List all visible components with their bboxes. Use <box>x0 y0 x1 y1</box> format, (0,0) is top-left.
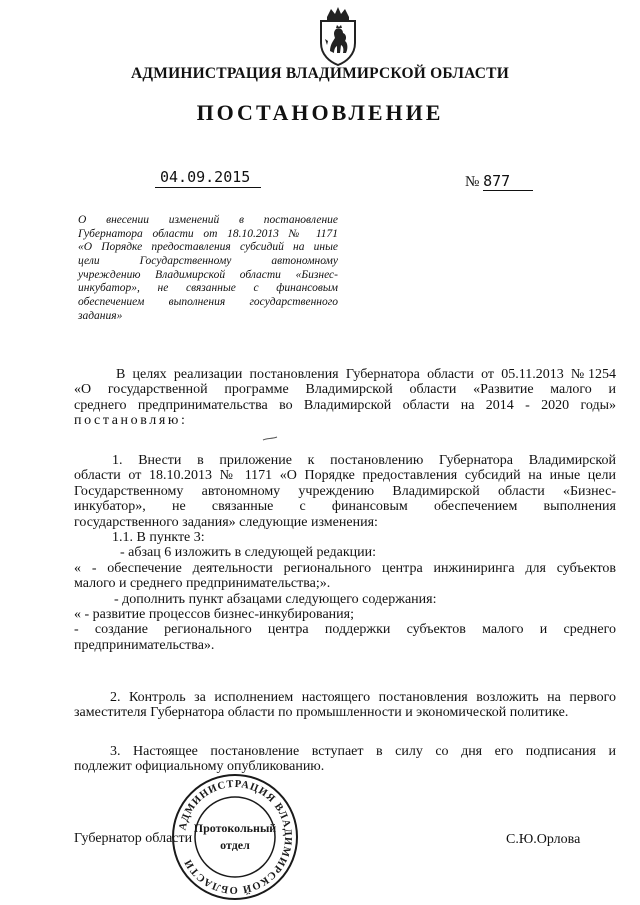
document-date: 04.09.2015 <box>160 168 251 186</box>
item-1-1: 1.1. В пункте 3: <box>112 529 205 545</box>
item-1 <box>74 453 616 653</box>
document-number <box>465 172 510 191</box>
signatory-name: С.Ю.Орлова <box>506 832 581 847</box>
preamble-line: «О государственной программе Владимирской области «Развитие малого и <box>74 382 616 398</box>
new-paragraph: - создание регионального центра поддержки субъектов малого и среднего <box>74 622 616 638</box>
coat-of-arms-icon <box>313 5 363 67</box>
item-1-line: Государственному автономному учреждению Владимирской области «Бизнес- <box>74 483 616 499</box>
stamp-line-1: Протокольный <box>193 821 277 835</box>
item-1-line: инкубатор», не связанные с финансовым обеспечением выполнения <box>74 499 616 515</box>
stamp-ring-text: АДМИНИСТРАЦИЯ ВЛАДИМИРСКОЙ ОБЛАСТИ <box>177 778 294 896</box>
signatory-position: Губернатор области <box>74 831 193 846</box>
preamble-line: В целях реализации постановления Губернатора области от 05.11.2013 №1254 <box>116 367 616 382</box>
preamble <box>74 367 616 429</box>
preamble-line: среднего предпринимательства во Владимирской области на 2014 - 2020 годы» <box>74 397 616 413</box>
item-1-line: государственного задания» следующие изменения: <box>74 514 378 530</box>
date-underline <box>155 187 261 188</box>
subject-line: О внесении изменений в постановление <box>78 214 338 226</box>
decree-word: постановляю: <box>74 413 188 429</box>
item-3-line: 3. Настоящее постановление вступает в силу со дня его подписания и <box>110 744 616 759</box>
item-1-line: 1. Внести в приложение к постановлению Губернатора Владимирской <box>112 453 616 468</box>
number-underline <box>483 190 533 191</box>
subject-line: обеспечением выполнения государственного <box>78 296 338 309</box>
item-2-line: 2. Контроль за исполнением настоящего постановления возложить на первого <box>110 690 616 705</box>
paragraph-6-text: « - обеспечение деятельности регионального центра инжиниринга для субъектов <box>74 560 616 576</box>
new-paragraph: « - развитие процессов бизнес-инкубирования; <box>74 606 354 622</box>
add-paragraphs-instruction: - дополнить пункт абзацами следующего содержания: <box>114 591 437 607</box>
paragraph-6-instruction: - абзац 6 изложить в следующей редакции: <box>120 545 377 561</box>
paragraph-6-text: малого и среднего предпринимательства;». <box>74 576 331 592</box>
new-paragraph: предпринимательства». <box>74 637 215 653</box>
number-sign: № <box>465 174 480 190</box>
organization-title: АДМИНИСТРАЦИЯ ВЛАДИМИРСКОЙ ОБЛАСТИ <box>131 65 509 82</box>
subject-line: «О Порядке предоставления субсидий на иные <box>78 241 338 254</box>
item-3-line: подлежит официальному опубликованию. <box>74 759 325 775</box>
stamp-line-2: отдел <box>220 838 250 852</box>
subject-line: задания» <box>78 309 123 322</box>
subject-line: инкубатор», не связанные с финансовым <box>78 282 338 295</box>
item-2-line: заместителя Губернатора области по промышленности и экономической политике. <box>74 705 569 721</box>
subject-line: Губернатора области от 18.10.2013 № 1171 <box>78 227 338 240</box>
subject-line: цели Государственному автономному <box>78 255 338 268</box>
official-stamp <box>170 772 300 902</box>
number-value: 877 <box>483 172 511 190</box>
item-1-line: области от 18.10.2013 № 1171 «О Порядке предоставления субсидий на иные цели <box>74 468 616 484</box>
item-2 <box>74 690 616 721</box>
item-3 <box>74 744 616 775</box>
document-type-heading: ПОСТАНОВЛЕНИЕ <box>196 100 444 125</box>
document-subject <box>78 214 338 324</box>
pen-mark <box>262 436 278 442</box>
subject-line: учреждению Владимирской области «Бизнес- <box>78 268 338 281</box>
